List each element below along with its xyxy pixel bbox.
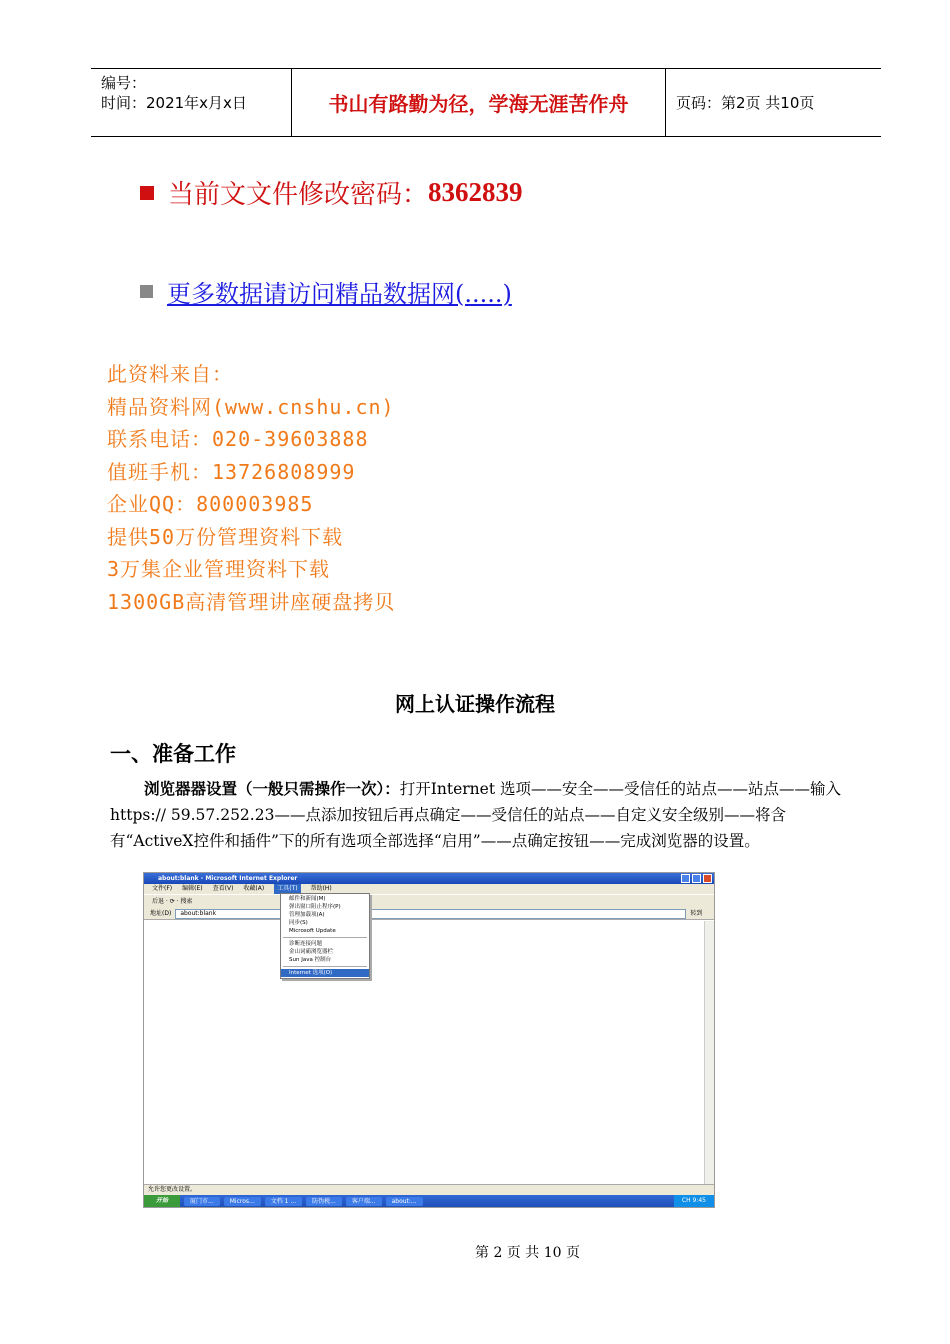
source-line: 精品资料网(www.cnshu.cn) [107, 394, 395, 419]
dropdown-item[interactable]: 管理加载项(A) [289, 912, 325, 918]
taskbar-item[interactable]: 防伪税... [306, 1197, 342, 1206]
dropdown-item-internet-options[interactable]: Internet 选项(O) [281, 969, 369, 977]
tools-dropdown-menu [280, 893, 370, 979]
number-label: 编号： [101, 74, 147, 92]
window-buttons [681, 874, 712, 883]
ie-menu-bar [144, 884, 714, 894]
ie-address-bar [144, 908, 714, 920]
source-line: 提供50万份管理资料下载 [107, 524, 344, 549]
menu-file[interactable]: 文件(F) [152, 885, 173, 892]
source-line: 1300GB高清管理讲座硬盘拷贝 [107, 589, 396, 614]
menu-edit[interactable]: 编辑(E) [182, 885, 203, 892]
menu-separator [283, 966, 367, 967]
dropdown-item[interactable]: 弹出窗口阻止程序(P) [289, 904, 341, 910]
more-data-line [140, 274, 512, 309]
dropdown-item[interactable]: 诊断连接问题 [289, 941, 323, 947]
ie-title-bar [144, 873, 714, 884]
dropdown-item[interactable]: 金山词霸浏览器栏 [289, 949, 334, 955]
taskbar-item[interactable]: Micros... [224, 1197, 261, 1206]
address-label: 地址(D) [150, 910, 172, 917]
source-line: 联系电话：020-39603888 [107, 427, 369, 451]
dropdown-item[interactable]: 邮件和新闻(M) [289, 896, 326, 902]
go-button[interactable]: 转到 [690, 910, 703, 917]
header-meta [91, 69, 292, 136]
ie-content-area [144, 921, 705, 1185]
source-line: 企业QQ：800003985 [107, 492, 314, 516]
taskbar-item[interactable]: about:... [386, 1197, 423, 1206]
time-label: 时间：2021年x月x日 [101, 94, 247, 112]
source-info-block [107, 358, 395, 618]
paragraph-body: 打开Internet 选项——安全——受信任的站点——站点——输入https:// 59.57.252.23——点添加按钮后再点确定——受信任的站点——自定义安全级别——将含有“ActiveX控件和插件”下的所有选项全部选择“启用”——点确定按钮——完成浏览器的设置。 [110, 780, 841, 850]
red-square-bullet-icon [140, 186, 154, 200]
minimize-icon[interactable] [681, 874, 690, 883]
more-data-link[interactable]: 更多数据请访问精品数据网(.....) [167, 280, 512, 308]
page-footer: 第 2 页 共 10 页 [475, 1245, 580, 1261]
menu-view[interactable]: 查看(V) [212, 885, 234, 892]
source-line: 此资料来自： [107, 362, 233, 386]
instruction-paragraph [110, 776, 865, 854]
document-title: 网上认证操作流程 [395, 692, 555, 716]
gray-square-bullet-icon [140, 285, 153, 298]
taskbar-item[interactable]: 文档 1 ... [265, 1197, 302, 1206]
header-motto: 书山有路勤为径，学海无涯苦作舟 [292, 69, 666, 136]
ie-screenshot [143, 872, 715, 1208]
system-tray: CH 9:45 [674, 1195, 714, 1207]
password-code: 8362839 [428, 177, 523, 207]
paragraph-lead: 浏览器器设置（一般只需操作一次）： [144, 780, 400, 798]
taskbar-item[interactable]: 客户端... [346, 1197, 382, 1206]
source-line: 值班手机：13726808999 [107, 459, 356, 484]
header-page-info: 页码：第2页 共10页 [676, 94, 815, 112]
menu-help[interactable]: 帮助(H) [310, 885, 332, 892]
ie-scrollbar[interactable] [704, 921, 714, 1185]
dropdown-item[interactable]: Microsoft Update [289, 928, 336, 934]
windows-taskbar [144, 1195, 714, 1207]
password-label: 当前文文件修改密码： [168, 180, 429, 210]
header-table [91, 68, 881, 137]
address-input[interactable]: about:blank [175, 909, 686, 919]
dropdown-item[interactable]: 同步(S) [289, 920, 308, 926]
dropdown-item[interactable]: Sun Java 控制台 [289, 957, 332, 963]
menu-separator [283, 937, 367, 938]
source-line: 3万集企业管理资料下载 [107, 557, 331, 581]
taskbar-item[interactable]: 厦门市... [184, 1197, 220, 1206]
section-heading: 一、准备工作 [110, 742, 236, 766]
ie-window-title: about:blank - Microsoft Internet Explorer [158, 875, 298, 882]
start-button[interactable]: 开始 [144, 1195, 180, 1207]
ie-status-bar: 允许您更改设置。 [144, 1184, 714, 1195]
password-line [140, 174, 523, 211]
menu-tools[interactable]: 工具(T) [274, 884, 300, 894]
menu-favorites[interactable]: 收藏(A) [243, 885, 265, 892]
close-icon[interactable] [703, 874, 712, 883]
maximize-icon[interactable] [692, 874, 701, 883]
ie-toolbar[interactable]: 后退 · ⟳ · 搜索 [144, 894, 714, 908]
